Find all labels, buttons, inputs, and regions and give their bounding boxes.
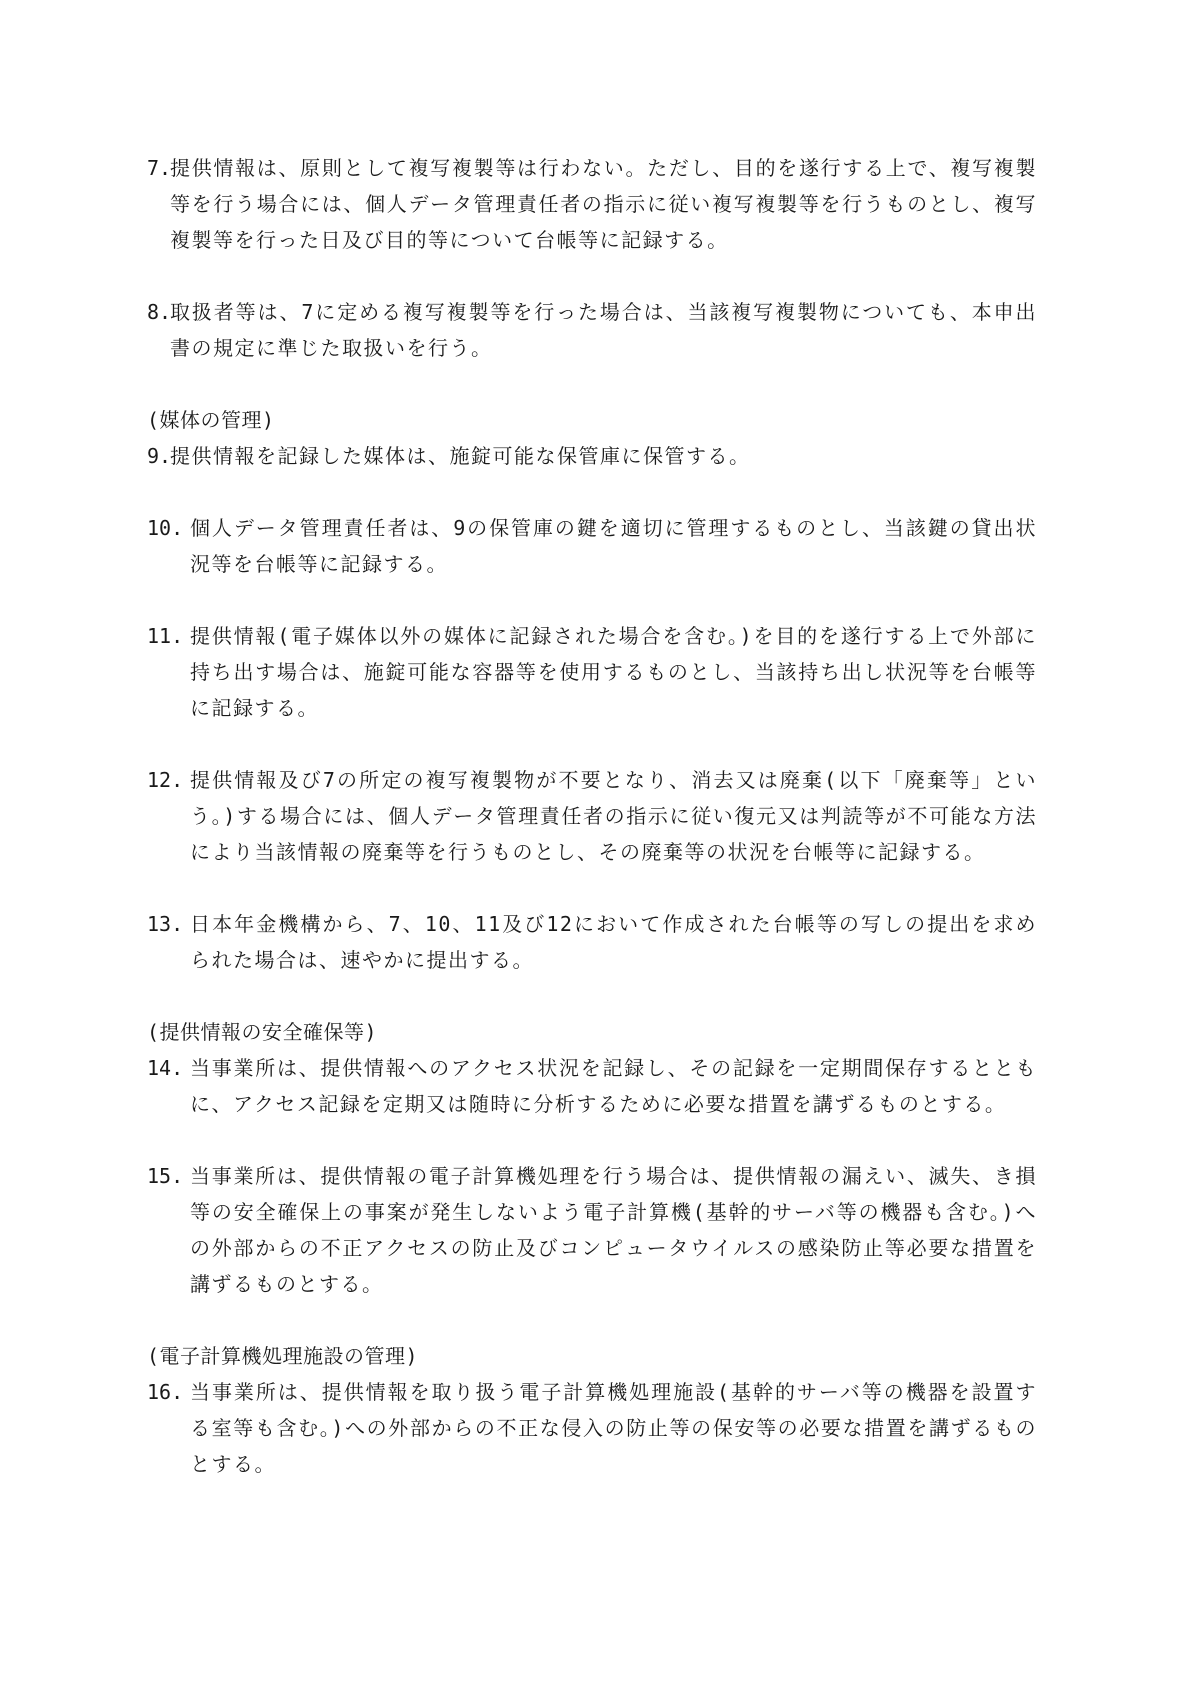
item-number: 13. bbox=[147, 912, 184, 936]
item-text: 当事業所は、提供情報へのアクセス状況を記録し、その記録を一定期間保存するとともに、アクセス記録を定期又は随時に分析するために必要な措置を講ずるものとする。 bbox=[190, 1056, 1037, 1116]
item-number: 10. bbox=[147, 516, 184, 540]
item-number: 11. bbox=[147, 624, 184, 648]
section-heading-computer: (電子計算機処理施設の管理) bbox=[147, 1344, 419, 1368]
item-text: 取扱者等は、7に定める複写複製等を行った場合は、当該複写複製物についても、本申出書の規定に準じた取扱いを行う。 bbox=[170, 300, 1037, 360]
section-heading-media: (媒体の管理) bbox=[147, 408, 275, 432]
item-9 bbox=[147, 438, 1037, 474]
item-10 bbox=[147, 510, 1037, 582]
item-text: 日本年金機構から、7、10、11及び12において作成された台帳等の写しの提出を求められた場合は、速やかに提出する。 bbox=[190, 912, 1037, 972]
item-text: 提供情報は、原則として複写複製等は行わない。ただし、目的を遂行する上で、複写複製等を行う場合には、個人データ管理責任者の指示に従い複写複製等を行うものとし、複写複製等を行った日及び目的等について台帳等に記録する。 bbox=[170, 156, 1037, 252]
item-15 bbox=[147, 1158, 1037, 1302]
item-8 bbox=[147, 294, 1037, 366]
item-text: 提供情報(電子媒体以外の媒体に記録された場合を含む。)を目的を遂行する上で外部に持ち出す場合は、施錠可能な容器等を使用するものとし、当該持ち出し状況等を台帳等に記録する。 bbox=[190, 624, 1037, 720]
item-number: 7. bbox=[147, 156, 172, 180]
item-12 bbox=[147, 762, 1037, 870]
item-text: 提供情報を記録した媒体は、施錠可能な保管庫に保管する。 bbox=[170, 444, 751, 468]
section-heading-safety: (提供情報の安全確保等) bbox=[147, 1020, 378, 1044]
item-number: 16. bbox=[147, 1380, 184, 1404]
item-16 bbox=[147, 1374, 1037, 1482]
item-11 bbox=[147, 618, 1037, 726]
item-number: 9. bbox=[147, 444, 172, 468]
item-text: 個人データ管理責任者は、9の保管庫の鍵を適切に管理するものとし、当該鍵の貸出状況等を台帳等に記録する。 bbox=[190, 516, 1037, 576]
item-13 bbox=[147, 906, 1037, 978]
item-7 bbox=[147, 150, 1037, 258]
item-text: 当事業所は、提供情報を取り扱う電子計算機処理施設(基幹的サーバ等の機器を設置する室等も含む。)への外部からの不正な侵入の防止等の保安等の必要な措置を講ずるものとする。 bbox=[190, 1380, 1037, 1476]
item-number: 14. bbox=[147, 1056, 184, 1080]
item-text: 当事業所は、提供情報の電子計算機処理を行う場合は、提供情報の漏えい、滅失、き損等の安全確保上の事案が発生しないよう電子計算機(基幹的サーバ等の機器も含む。)への外部からの不正アクセスの防止及びコンピュータウイルスの感染防止等必要な措置を講ずるものとする。 bbox=[190, 1164, 1037, 1296]
item-number: 8. bbox=[147, 300, 172, 324]
item-14 bbox=[147, 1050, 1037, 1122]
item-number: 12. bbox=[147, 768, 184, 792]
item-text: 提供情報及び7の所定の複写複製物が不要となり、消去又は廃棄(以下「廃棄等」という。)する場合には、個人データ管理責任者の指示に従い復元又は判読等が不可能な方法により当該情報の廃棄等を行うものとし、その廃棄等の状況を台帳等に記録する。 bbox=[190, 768, 1037, 864]
item-number: 15. bbox=[147, 1164, 184, 1188]
